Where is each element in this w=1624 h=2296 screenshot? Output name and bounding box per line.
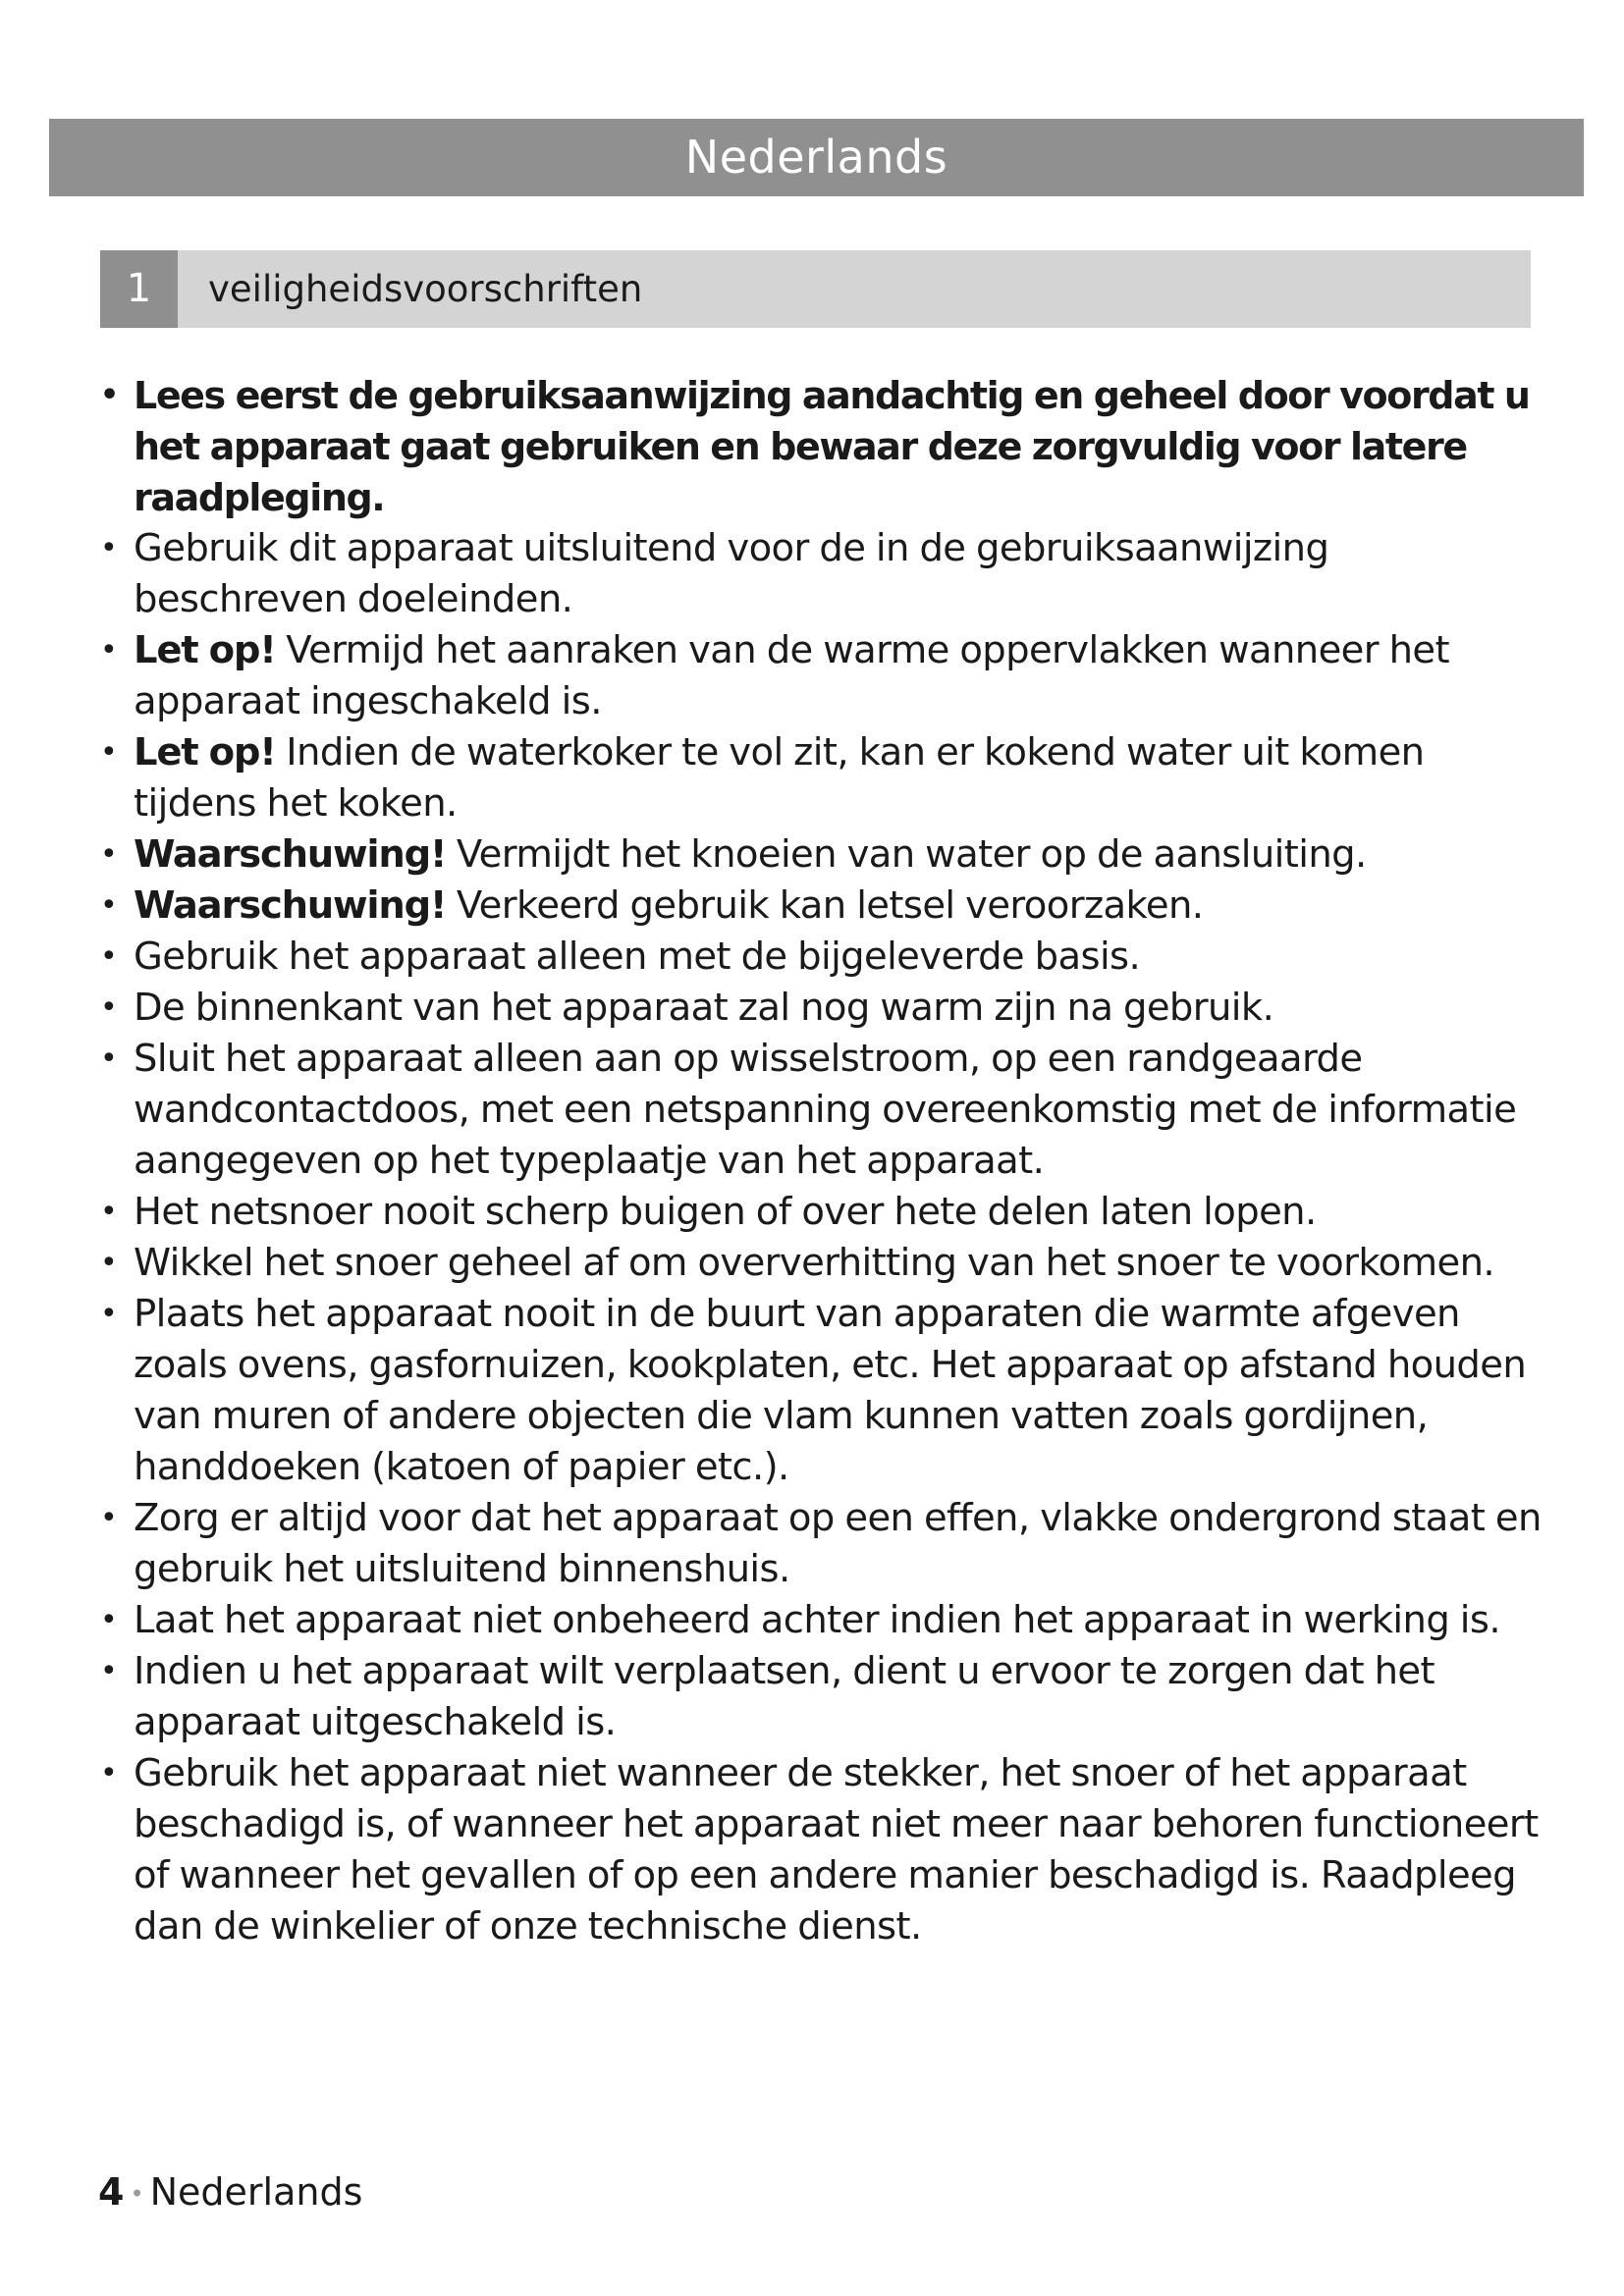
item-text: Laat het apparaat niet onbeheerd achter indien het apparaat in werking is. (134, 1598, 1500, 1642)
section-title: veiligheidsvoorschriften (208, 268, 643, 310)
bullet-icon: • (100, 1603, 118, 1637)
bullet-icon: • (100, 1041, 118, 1076)
list-item (98, 727, 1551, 829)
page-number: 4 (98, 2170, 125, 2214)
item-text: Vermijd het aanraken van de warme oppervlakken wanneer het apparaat ingeschakeld is. (134, 628, 1450, 723)
item-text: Lees eerst de gebruiksaanwijzing aandachtig en geheel door voordat u het apparaat gaat gebruiken en bewaar deze zorgvuldig voor latere raadpleging. (134, 374, 1530, 519)
item-emphasis: Let op! (134, 730, 276, 774)
item-emphasis: Let op! (134, 628, 276, 672)
bullet-icon: • (100, 1501, 118, 1535)
bullet-icon: • (100, 1756, 118, 1790)
list-item (98, 1748, 1551, 1952)
list-item (98, 523, 1551, 625)
item-text: Verkeerd gebruik kan letsel veroorzaken. (446, 883, 1204, 928)
section-header (100, 250, 1531, 328)
list-item (98, 370, 1551, 523)
list-item (98, 983, 1551, 1034)
item-text: Indien de waterkoker te vol zit, kan er kokend water uit komen tijdens het koken. (134, 730, 1425, 826)
item-text: Gebruik het apparaat alleen met de bijgeleverde basis. (134, 934, 1141, 979)
list-item (98, 881, 1551, 932)
item-text: Sluit het apparaat alleen aan op wisselstroom, op een randgeaarde wandcontactdoos, met een netspanning overeenkomstig met de informatie aangegeven op het typeplaatje van het apparaat. (134, 1037, 1517, 1183)
bullet-icon: • (100, 378, 118, 412)
item-text: Het netsnoer nooit scherp buigen of over hete delen laten lopen. (134, 1190, 1317, 1234)
item-text: Wikkel het snoer geheel af om oververhitting van het snoer te voorkomen. (134, 1241, 1495, 1285)
item-emphasis: Waarschuwing! (134, 883, 447, 928)
item-text: Plaats het apparaat nooit in de buurt van apparaten die warmte afgeven zoals ovens, gasfornuizen, kookplaten, etc. Het apparaat op afstand houden van muren of andere objecten die vlam kunnen vatten zoals gordijnen, handdoeken (katoen of papier etc.). (134, 1292, 1527, 1489)
bullet-icon: • (100, 888, 118, 923)
list-item (98, 1493, 1551, 1595)
item-text: Gebruik dit apparaat uitsluitend voor de in de gebruiksaanwijzing beschreven doeleinden. (134, 526, 1329, 621)
item-emphasis: Waarschuwing! (134, 832, 447, 877)
item-text: Gebruik het apparaat niet wanneer de stekker, het snoer of het apparaat beschadigd is, of wanneer het apparaat niet meer naar behoren functioneert of wanneer het gevallen of op een andere manier beschadigd is. Raadpleeg dan de winkelier of onze technische dienst. (134, 1751, 1539, 1949)
list-item (98, 1595, 1551, 1646)
footer-separator-icon: • (130, 2180, 144, 2208)
list-item (98, 932, 1551, 983)
item-text: Zorg er altijd voor dat het apparaat op een effen, vlakke ondergrond staat en gebruik het uitsluitend binnenshuis. (134, 1496, 1542, 1591)
list-item (98, 1289, 1551, 1493)
safety-instructions-list (98, 370, 1551, 1952)
list-item (98, 625, 1551, 727)
list-item (98, 1187, 1551, 1238)
bullet-icon: • (100, 1297, 118, 1331)
item-text: Indien u het apparaat wilt verplaatsen, dient u ervoor te zorgen dat het apparaat uitgeschakeld is. (134, 1649, 1435, 1744)
item-text: Vermijdt het knoeien van water op de aansluiting. (446, 832, 1367, 877)
bullet-icon: • (100, 1246, 118, 1280)
bullet-icon: • (100, 939, 118, 974)
list-item (98, 1646, 1551, 1748)
language-banner: Nederlands (49, 119, 1584, 196)
item-text: De binnenkant van het apparaat zal nog warm zijn na gebruik. (134, 986, 1274, 1030)
bullet-icon: • (100, 633, 118, 667)
list-item (98, 1238, 1551, 1289)
bullet-icon: • (100, 837, 118, 872)
footer-language: Nederlands (149, 2170, 363, 2214)
list-item (98, 829, 1551, 881)
bullet-icon: • (100, 1654, 118, 1688)
section-number: 1 (100, 250, 178, 328)
list-item (98, 1034, 1551, 1187)
bullet-icon: • (100, 1195, 118, 1229)
bullet-icon: • (100, 531, 118, 565)
bullet-icon: • (100, 990, 118, 1025)
page-footer (98, 2167, 362, 2218)
bullet-icon: • (100, 735, 118, 770)
